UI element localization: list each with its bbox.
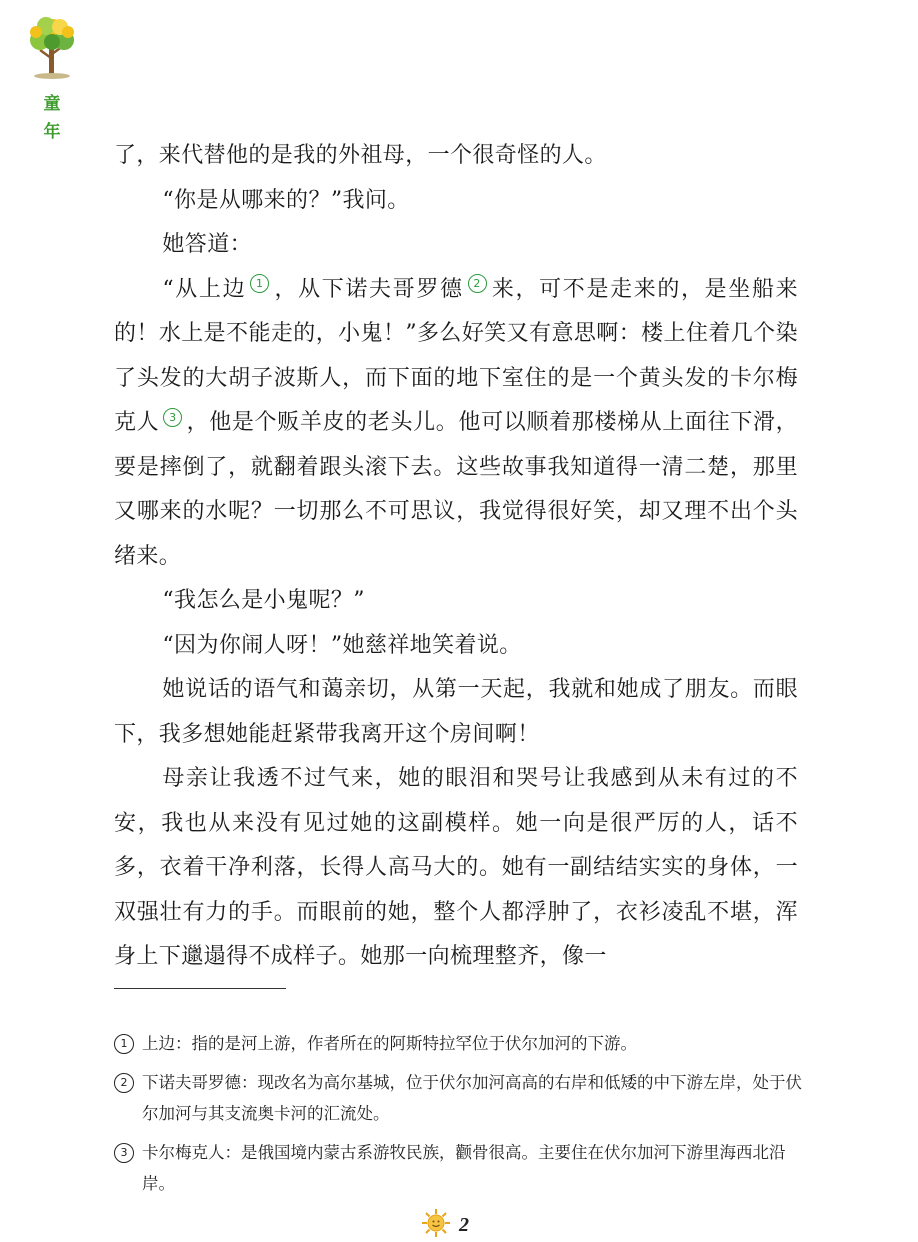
footnote-ref[interactable]: 1 — [250, 274, 269, 293]
text-segment: “因为你闹人呀！”她慈祥地笑着说。 — [162, 632, 522, 658]
text-segment: “你是从哪来的？”我问。 — [162, 187, 410, 213]
footnote-mark: 1 — [114, 1034, 134, 1054]
footnote-text: 卡尔梅克人：是俄国境内蒙古系游牧民族，颧骨很高。主要住在伏尔加河下游里海西北沿岸。 — [142, 1143, 786, 1193]
text-segment: ，他是个贩羊皮的老头儿。他可以顺着那楼梯从上面往下滑，要是摔倒了，就翻着跟头滚下去。这些故事我知道得一清二楚，那里又哪来的水呢？一切那么不可思议，我觉得很好笑，却又理不出个头绪来。 — [114, 410, 798, 569]
paragraph — [114, 668, 798, 757]
paragraph — [114, 134, 798, 179]
text-segment: 她说话的语气和蔼亲切，从第一天起，我就和她成了朋友。而眼下，我多想她能赶紧带我离开这个房间啊！ — [114, 677, 798, 747]
sun-icon — [421, 1208, 451, 1242]
text-segment: 她答道： — [162, 232, 252, 257]
text-segment: 了，来代替他的是我的外祖母，一个很奇怪的人。 — [114, 143, 607, 168]
book-title-char: 童 — [43, 94, 61, 114]
text-segment: “我怎么是小鬼呢？” — [162, 588, 365, 613]
book-title — [40, 90, 64, 146]
main-text — [114, 134, 798, 980]
footnote-divider — [114, 988, 286, 989]
text-segment: ，从下诺夫哥罗德 — [273, 276, 464, 302]
footnote-text: 下诺夫哥罗德：现改名为高尔基城，位于伏尔加河高高的右岸和低矮的中下游左岸，处于伏尔加河与其支流奥卡河的汇流处。 — [142, 1073, 802, 1123]
footnote-3 — [114, 1137, 804, 1199]
text-segment: 母亲让我透不过气来，她的眼泪和哭号让我感到从未有过的不安，我也从来没有见过她的这副模样。她一向是很严厉的人，话不多，衣着干净利落，长得人高马大的。她有一副结结实实的身体，一双强壮有力的手。而眼前的她，整个人都浮肿了，衣衫凌乱不堪，浑身上下邋遢得不成样子。她那一向梳理整齐，像一 — [114, 766, 798, 969]
footnote-text: 上边：指的是河上游，作者所在的阿斯特拉罕位于伏尔加河的下游。 — [142, 1034, 637, 1053]
footnote-mark: 3 — [114, 1143, 134, 1163]
page-number — [400, 1210, 490, 1240]
footnote-1 — [114, 1028, 804, 1059]
footnote-ref[interactable]: 2 — [468, 274, 487, 293]
tree-icon — [24, 14, 80, 80]
paragraph — [114, 624, 798, 669]
book-title-char: 年 — [43, 122, 61, 142]
paragraph — [114, 757, 798, 980]
footnote-ref[interactable]: 3 — [163, 408, 182, 427]
paragraph — [114, 179, 798, 224]
paragraph — [114, 268, 798, 580]
footnote-2 — [114, 1067, 804, 1129]
text-segment: “从上边 — [162, 276, 247, 302]
page-number-value: 2 — [459, 1213, 469, 1236]
footnote-mark: 2 — [114, 1073, 134, 1093]
text-segment: 来，可不是走来的，是坐船来的！水上是不能走的，小鬼！”多么好笑又有意思啊：楼上住着几个染了头发的大胡子波斯人，而下面的地下室住的是一个黄头发的卡尔梅克人 — [114, 276, 798, 435]
paragraph — [114, 579, 798, 624]
footnotes — [114, 1028, 804, 1207]
paragraph — [114, 223, 798, 268]
